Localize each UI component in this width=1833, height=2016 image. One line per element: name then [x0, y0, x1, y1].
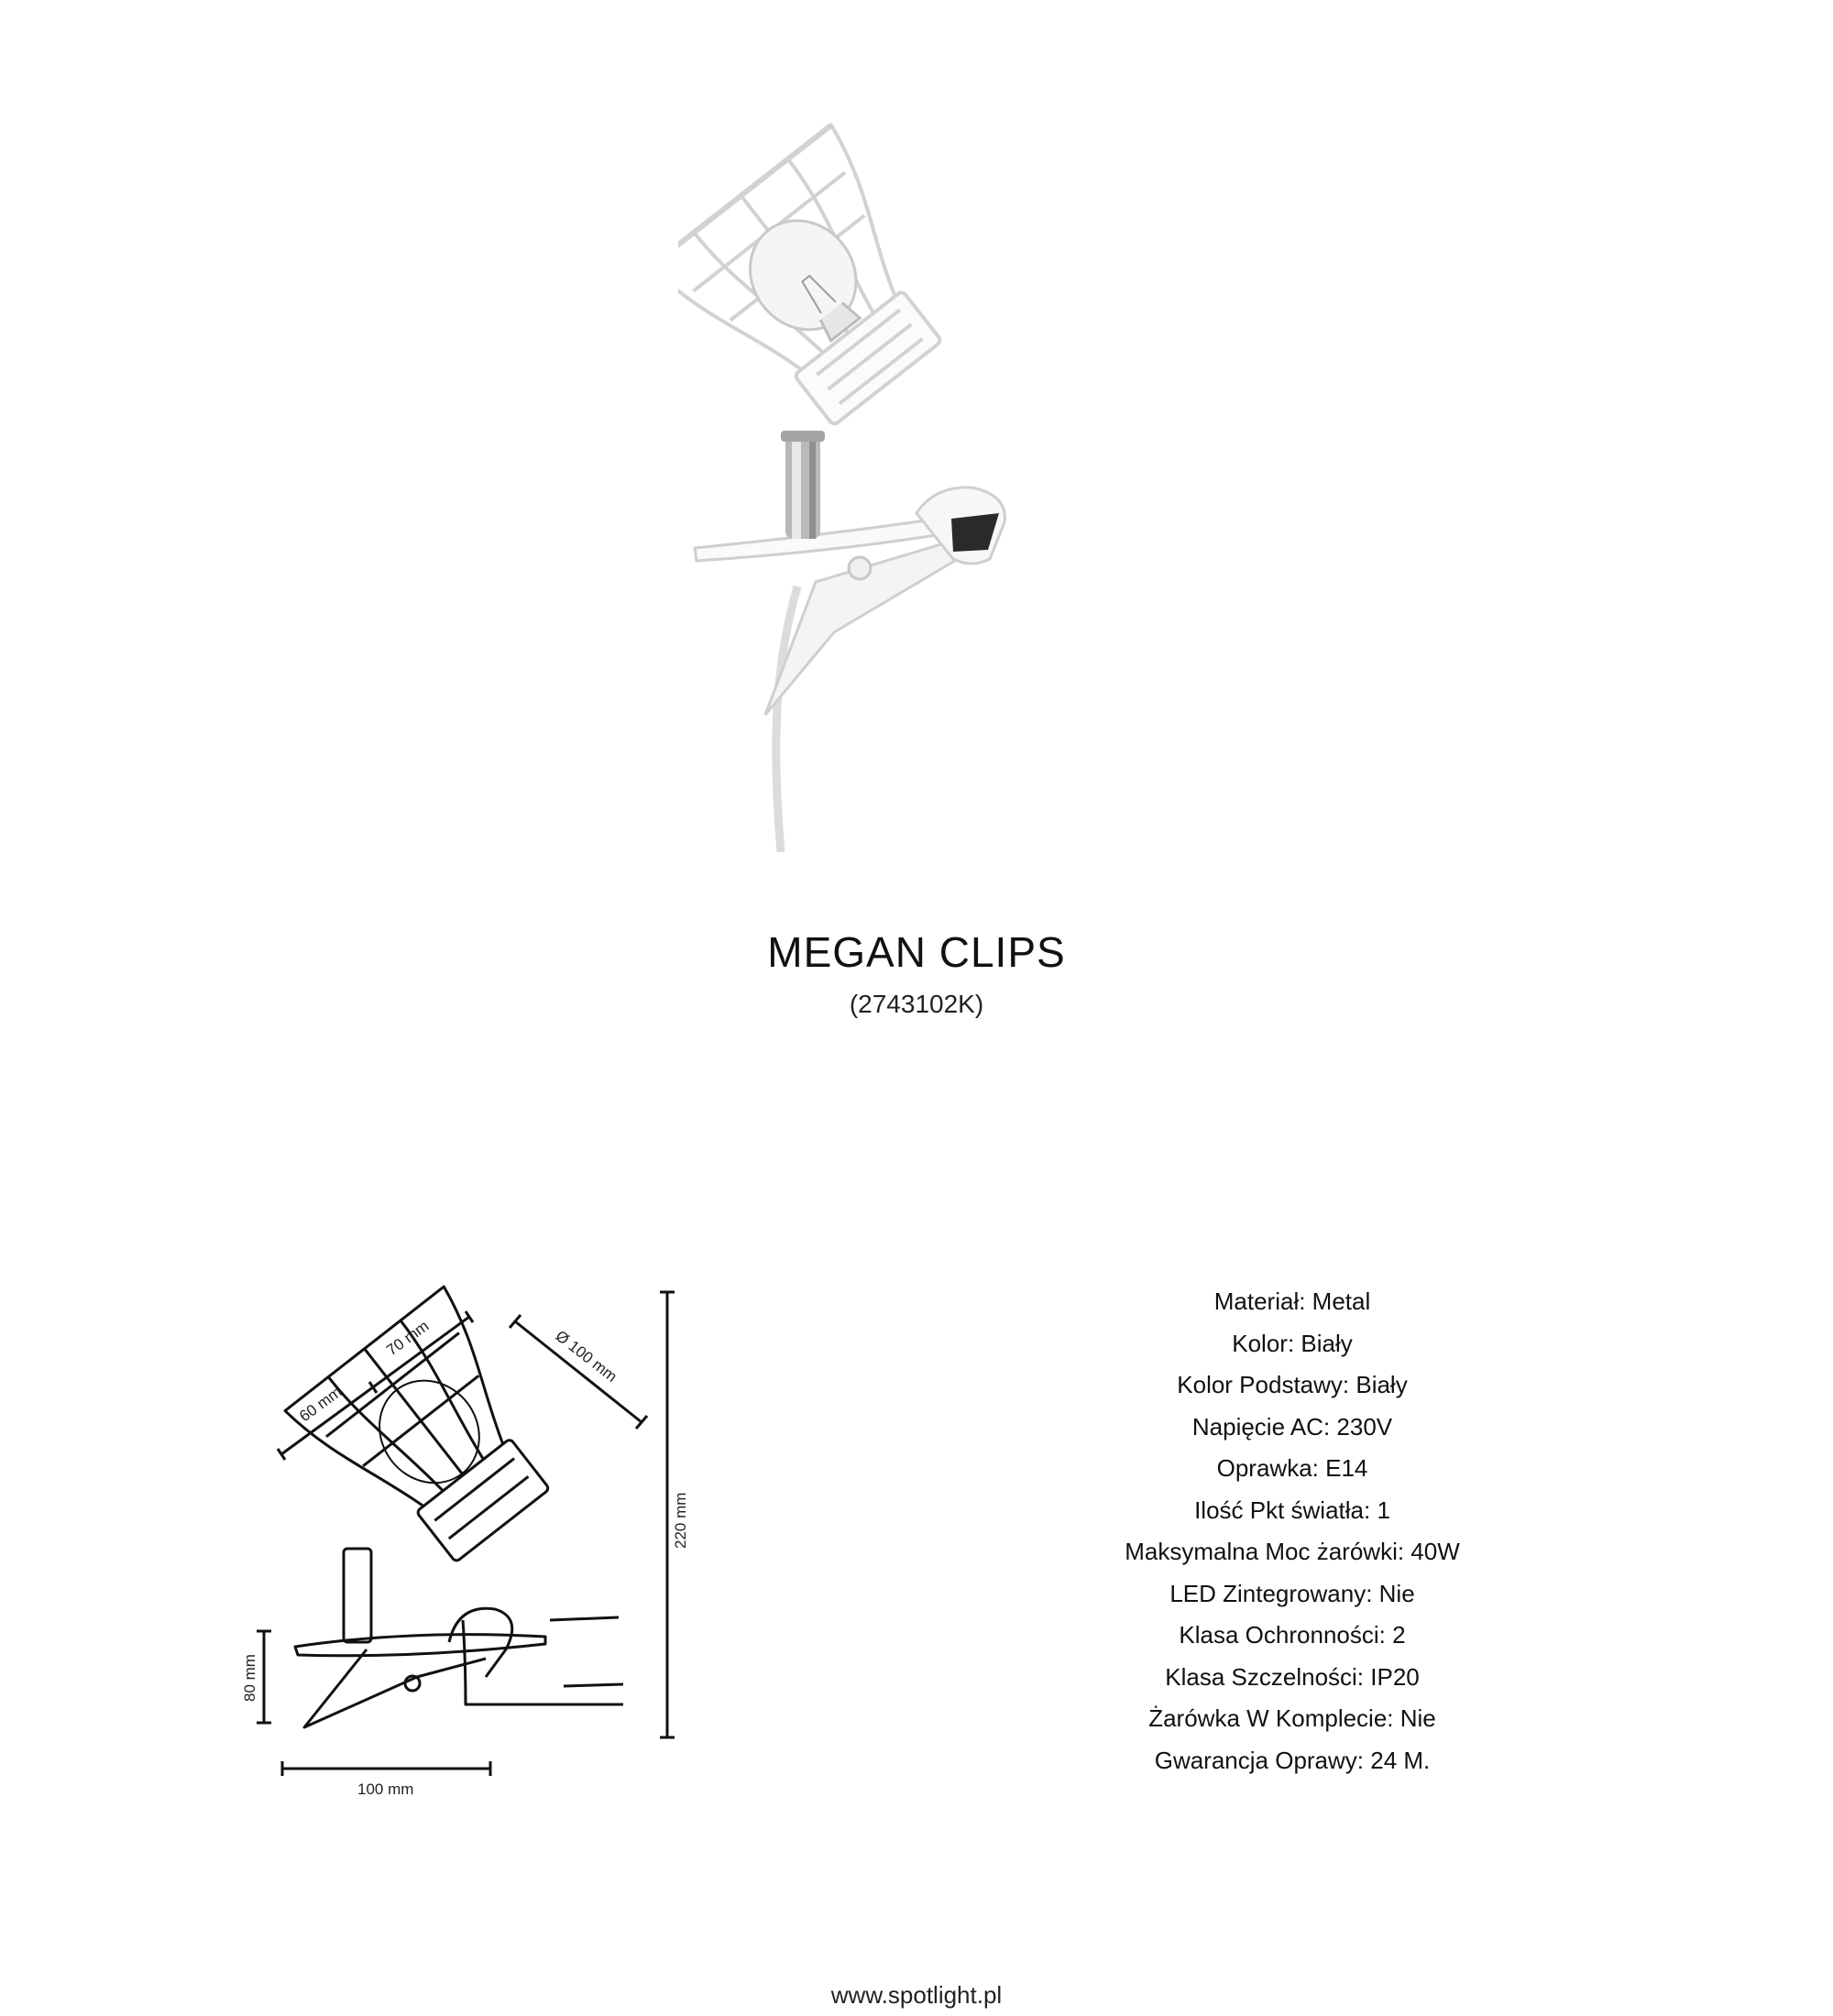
- dim-label-220: 220 mm: [672, 1492, 689, 1549]
- dim-label-60: 60 mm: [296, 1383, 346, 1426]
- spec-item-voltage: Napięcie AC: 230V: [1191, 1412, 1393, 1441]
- product-photo: [678, 82, 1173, 852]
- spec-item-bulb-included: Żarówka W Komplecie: Nie: [1148, 1704, 1436, 1732]
- dim-label-80: 80 mm: [241, 1654, 258, 1702]
- spec-item-max-power: Maksymalna Moc żarówki: 40W: [1125, 1538, 1460, 1565]
- dim-line-diameter: [515, 1321, 642, 1422]
- spec-item-protection-class: Klasa Ochronności: 2: [1179, 1621, 1406, 1649]
- spec-item-led-integrated: LED Zintegrowany: Nie: [1169, 1579, 1415, 1607]
- spec-item-material: Materiał: Metal: [1213, 1287, 1371, 1315]
- product-title: MEGAN CLIPS: [767, 928, 1066, 976]
- spec-item-socket: Oprawka: E14: [1216, 1454, 1368, 1482]
- dim-label-100: 100 mm: [357, 1780, 414, 1798]
- stem-outline: [344, 1549, 371, 1642]
- spec-item-ip-rating: Klasa Szczelności: IP20: [1165, 1662, 1420, 1691]
- spec-item-color: Kolor: Biały: [1232, 1329, 1353, 1357]
- spec-item-light-points: Ilość Pkt światła: 1: [1194, 1496, 1390, 1524]
- dim-label-70: 70 mm: [383, 1317, 433, 1360]
- dim-label-diameter: Ø 100 mm: [552, 1327, 620, 1386]
- footer-url: www.spotlight.pl: [830, 1981, 1003, 2009]
- product-code: (2743102K): [849, 990, 984, 1018]
- dimension-drawing: [229, 1246, 706, 1814]
- table-edge: [463, 1617, 623, 1704]
- spec-item-base-color: Kolor Podstawy: Biały: [1177, 1371, 1408, 1398]
- spec-list: [1054, 1281, 1531, 1781]
- spec-item-warranty: Gwarancja Oprawy: 24 M.: [1154, 1746, 1431, 1774]
